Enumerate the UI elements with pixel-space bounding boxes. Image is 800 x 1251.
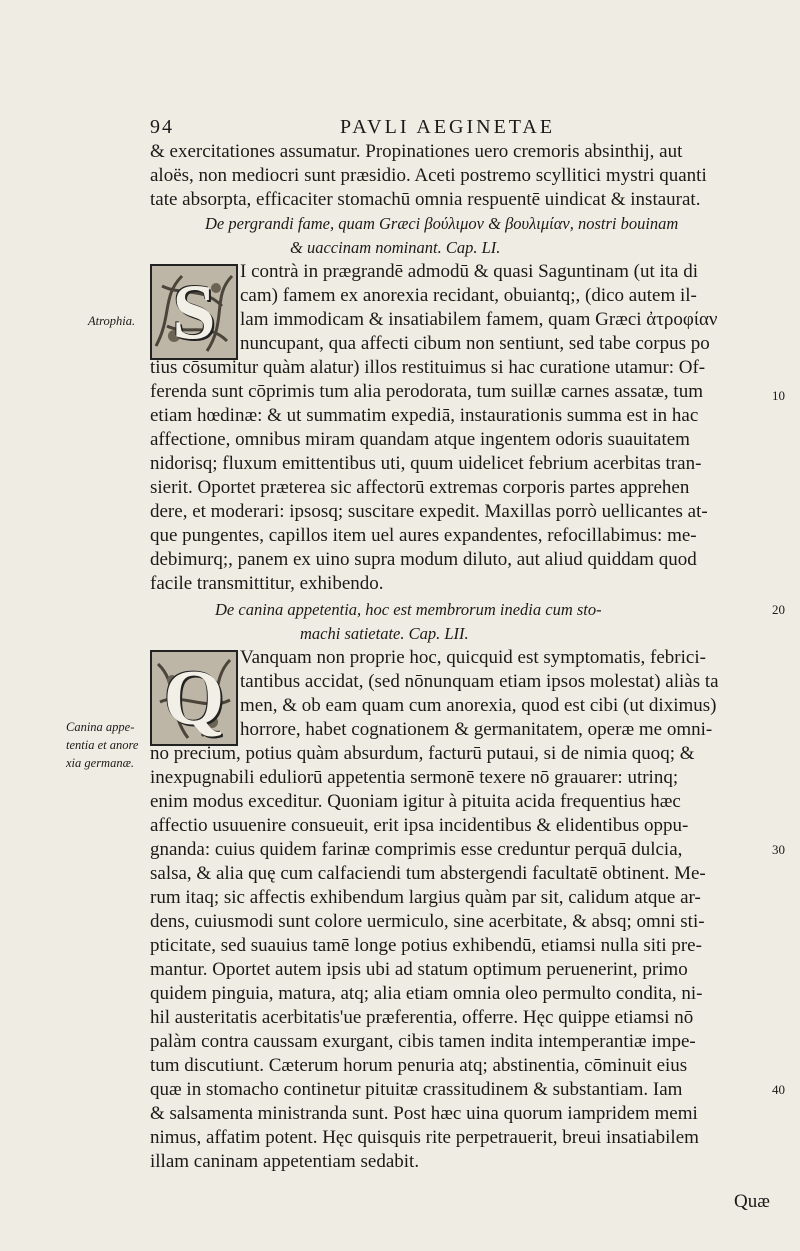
text-line: nimus, affatim potent. Hęc quisquis rite perpetrauerit, breui insatiabilem [150, 1127, 699, 1148]
text-line: ferenda sunt cōprimis tum alia perodorata, tum suillæ carnes assatæ, tum [150, 381, 703, 402]
text-line: quidem pinguia, matura, atq; alia etiam omnia oleo permulto condita, ni- [150, 983, 703, 1004]
catchword: Quæ [734, 1191, 770, 1212]
chapter-heading: & uaccinam nominant. Cap. LI. [290, 238, 501, 257]
text-line: affectione, omnibus miram quandam atque ingentem odoris suauitatem [150, 429, 690, 450]
text-line: & exercitationes assumatur. Propinationes uero cremoris absinthij, aut [150, 141, 683, 162]
text-line: illam caninam appetentiam sedabit. [150, 1151, 420, 1172]
text-line: lam immodicam & insatiabilem famem, quam Græci ἀτροφίαν [240, 309, 718, 330]
chapter-heading: De canina appetentia, hoc est membrorum inedia cum sto- [215, 600, 602, 619]
text-line: quæ in stomacho continetur pituitæ crassitudinem & substantiam. Iam [150, 1079, 683, 1100]
chapter-heading: machi satietate. Cap. LII. [300, 624, 469, 643]
text-line: tum discutiunt. Cæterum horum penuria atq; abstinentia, cōminuit eius [150, 1055, 688, 1076]
margin-note-line: xia germanæ. [66, 756, 135, 770]
text-line: salsa, & alia quę cum calfaciendi tum abstergendi facultatē obtinent. Me- [150, 863, 706, 884]
text-line: tantibus accidat, (sed nōnunquam etiam ipsos molestat) aliàs ta [240, 671, 719, 692]
line-number: 40 [772, 1082, 785, 1097]
text-line: hil austeritatis acerbitatis'ue præferentia, offerre. Hęc quippe etiamsi nō [150, 1007, 694, 1028]
text-line: facile transmittitur, exhibendo. [150, 573, 384, 594]
text-line: Vanquam non proprie hoc, quicquid est symptomatis, febrici- [240, 647, 706, 668]
text-line: I contrà in prægrandē admodū & quasi Saguntinam (ut ita di [240, 261, 699, 282]
initial-letter: Q [163, 654, 225, 741]
text-line: sierit. Oportet præterea sic affectorū extremas corporis partes apprehen [150, 477, 690, 498]
line-number: 20 [772, 602, 785, 617]
running-head [150, 116, 770, 140]
text-line: dens, cuiusmodi sunt colore uermiculo, sine acerbitate, & absq; omni sti- [150, 911, 705, 932]
text-line: etiam hœdinæ: & ut summatim expediā, instaurationis summa est in hac [150, 405, 699, 426]
text-line: palàm contra caussam exurgant, cibis tamen indita intemperantiæ impe- [150, 1031, 696, 1052]
text-line: cam) famem ex anorexia recidant, obuiantq;, (dico autem il- [240, 285, 697, 306]
text-line: no precium, potius quàm absurdum, facturū putaui, si de nimia quoq; & [150, 743, 695, 764]
folio-number: 94 [150, 116, 174, 138]
text-line: pticitate, sed suauius tamē longe potius exhibendū, etiamsi nulla siti pre- [150, 935, 702, 956]
text-line: dere, et moderari: ipsosq; suscitare expedit. Maxillas porrò uellicantes at- [150, 501, 708, 522]
margin-note-line: Canina appe- [66, 720, 135, 734]
line-number: 10 [772, 388, 785, 403]
decorated-initial [150, 650, 238, 746]
margin-note: Atrophia. [88, 314, 136, 328]
text-line: gnanda: cuius quidem farinæ comprimis esse creduntur perquā dulcia, [150, 839, 683, 860]
text-line: affectio usuuenire consueuit, erit ipsa incidentibus & elidentibus oppu- [150, 815, 689, 836]
text-line: men, & ob eam quam cum anorexia, quod est cibi (ut diximus) [240, 695, 717, 716]
chapter-heading: De pergrandi fame, quam Græci βούλιμον & βουλιμίαν, nostri bouinam [205, 214, 679, 233]
text-line: tius cōsumitur quàm alatur) illos restituimus si hac curatione utamur: Of- [150, 357, 706, 378]
text-line: aloës, non mediocri sunt præsidio. Aceti postremo scyllitici mystri quanti [150, 165, 707, 186]
text-line: enim modus exceditur. Quoniam igitur à pituita acida frequentius hæc [150, 791, 681, 812]
line-number: 30 [772, 842, 785, 857]
text-line: tate absorpta, efficaciter stomachū omnia respuentē uindicat & instaurat. [150, 189, 701, 210]
text-line: mantur. Oportet autem ipsis ubi ad statum optimum peruenerint, primo [150, 959, 688, 980]
decorated-initial [150, 264, 238, 360]
text-line: horrore, habet cognationem & germanitatem, operæ me omni- [240, 719, 713, 740]
text-line: & salsamenta ministranda sunt. Post hæc uina quorum iampridem memi [150, 1103, 698, 1124]
text-line: rum itaq; sic affectis exhibendum largius quàm par sit, calidum atque ar- [150, 887, 701, 908]
initial-letter: S [172, 268, 216, 355]
text-line: debimurq;, panem ex uino supra modum diluto, aut aliud quiddam quod [150, 549, 697, 570]
running-title: PAVLI AEGINETAE [340, 116, 556, 138]
text-line: nidorisq; fluxum emittentibus uti, quum uidelicet febrium acerbitas tran- [150, 453, 702, 474]
margin-note-line: tentia et anore [66, 738, 139, 752]
text-line: nuncupant, qua affecti cibum non sentiunt, sed tabe corpus po [240, 333, 710, 354]
text-line: que pungentes, capillos item uel aures expandentes, refocillabimus: me- [150, 525, 697, 546]
text-line: inexpugnabili eduliorū appetentia sermonē texere nō grauarer: utrinq; [150, 767, 679, 788]
